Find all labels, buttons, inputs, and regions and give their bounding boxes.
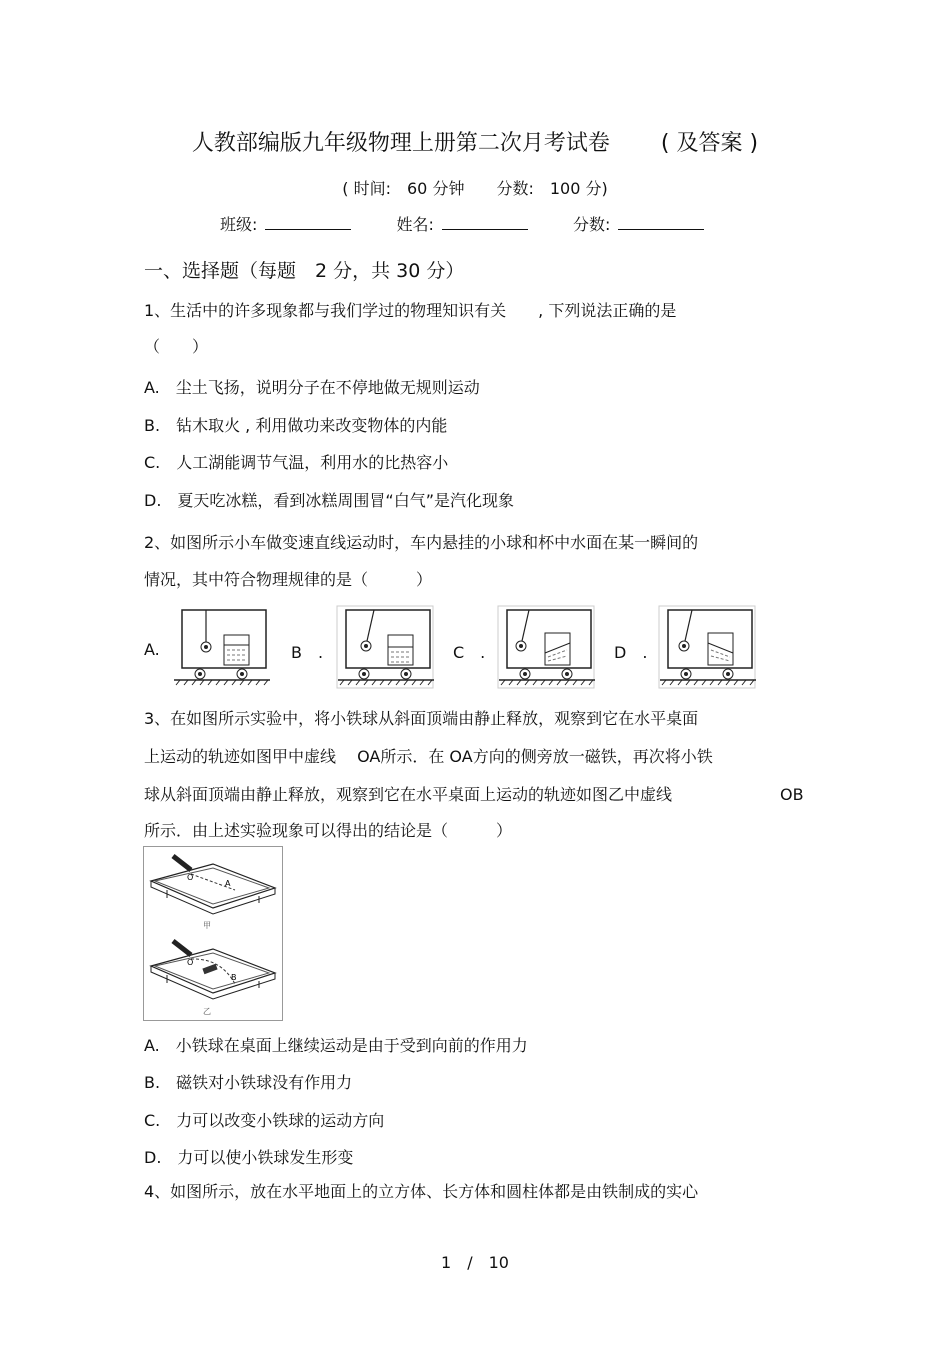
label-a: A [225,879,231,888]
q1-option-d: D. 夏天吃冰糕，看到冰糕周围冒“白气”是汽化现象 [144,491,514,510]
name-blank [442,213,528,230]
question-3-text-4: 所示．由上述实验现象可以得出的结论是（ ） [144,821,513,840]
q3-option-b: B. 磁铁对小铁球没有作用力 [144,1073,353,1092]
question-4-text: 4、如图所示，放在水平地面上的立方体、长方体和圆柱体都是由铁制成的实心 [144,1182,699,1201]
class-blank [265,213,351,230]
class-label: 班级: [220,215,258,234]
question-3-text-3: 球从斜面顶端由静止释放，观察到它在水平桌面上运动的轨迹如图乙中虚线 [144,785,673,804]
student-info-fields [220,212,704,235]
label-yi: 乙 [203,1007,211,1016]
label-b: B [231,973,237,982]
q2-label-d: D . [614,643,648,662]
cart-figure-a [172,605,272,690]
q2-label-a: A. [144,640,160,659]
section-heading: 一、选择题（每题 2 分，共 30 分） [144,260,465,282]
question-3-text: 3、在如图所示实验中，将小铁球从斜面顶端由静止释放，观察到它在水平桌面 [144,709,699,728]
magnet-experiment-figure [143,846,283,1021]
question-3-ob: OB [780,785,804,804]
page-title: 人教部编版九年级物理上册第二次月考试卷 ( 及答案 ) [191,131,759,156]
name-label: 姓名: [396,215,434,234]
question-2-text: 2、如图所示小车做变速直线运动时，车内悬挂的小球和杯中水面在某一瞬间的 [144,533,699,552]
question-2-text-2: 情况，其中符合物理规律的是（ ） [144,570,433,589]
label-o1: O [187,873,194,882]
cart-figure-c [497,605,597,690]
q1-option-b: B. 钻木取火 , 利用做功来改变物体的内能 [144,416,448,435]
q2-label-c: C . [453,643,486,662]
page-number: 1 / 10 [441,1253,509,1272]
q1-option-c: C. 人工湖能调节气温，利用水的比热容小 [144,453,449,472]
question-1-text: 1、生活中的许多现象都与我们学过的物理知识有关 , 下列说法正确的是 [144,301,677,320]
q3-option-a: A. 小铁球在桌面上继续运动是由于受到向前的作用力 [144,1036,528,1055]
exam-info: ( 时间: 60 分钟 分数: 100 分) [342,179,608,198]
score-label: 分数: [573,215,611,234]
score-blank [618,213,704,230]
cart-figure-d [658,605,758,690]
q3-option-c: C. 力可以改变小铁球的运动方向 [144,1111,385,1130]
q3-option-d: D. 力可以使小铁球发生形变 [144,1148,354,1167]
q1-option-a: A. 尘土飞扬，说明分子在不停地做无规则运动 [144,378,480,397]
question-3-text-2: 上运动的轨迹如图甲中虚线 OA所示．在 OA方向的侧旁放一磁铁，再次将小铁 [144,747,713,766]
q2-label-b: B . [291,643,324,662]
label-o2: O [187,958,194,967]
cart-figure-b [336,605,436,690]
label-jia: 甲 [203,921,211,930]
question-1-bracket: （ ） [144,337,209,356]
